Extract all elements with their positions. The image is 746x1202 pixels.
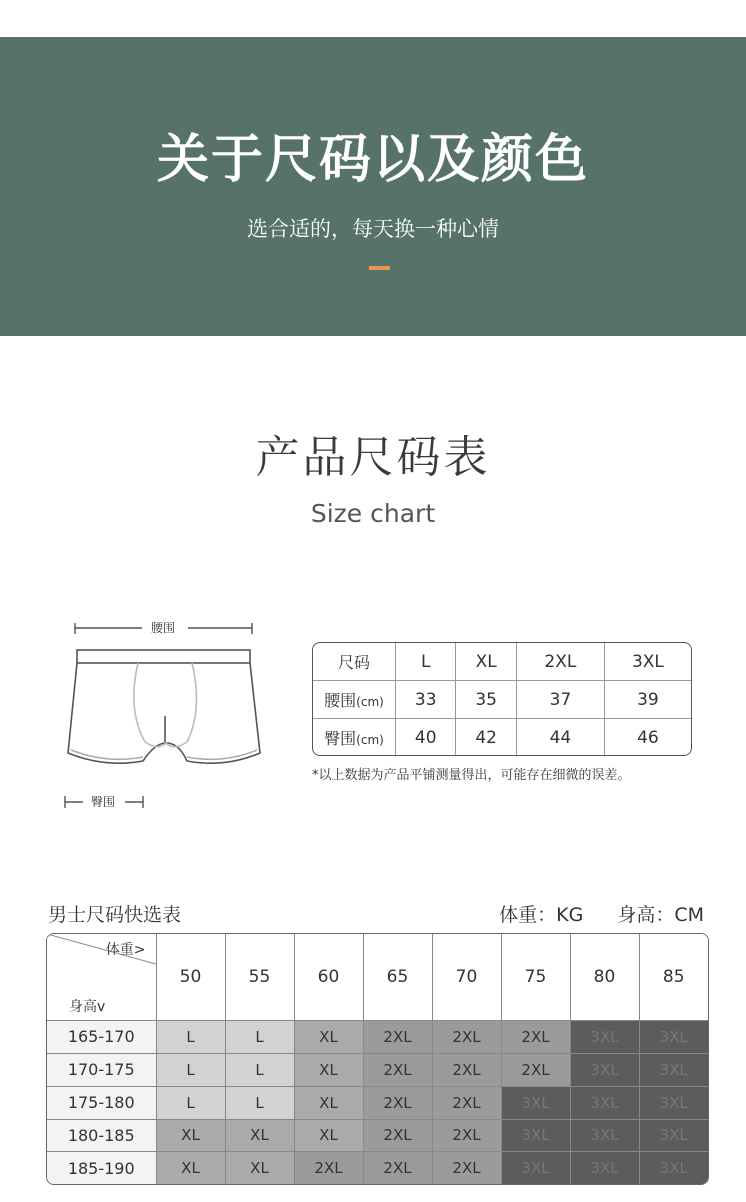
- banner-title: 关于尺码以及颜色: [156, 130, 589, 190]
- size-cell: 2XL: [501, 1020, 570, 1053]
- height-cell: 180-185: [47, 1119, 156, 1152]
- table-cell: 33: [396, 681, 456, 719]
- weight-header-cell: 85: [639, 934, 708, 1020]
- size-chart-table: [312, 642, 692, 756]
- size-cell: 2XL: [363, 1053, 432, 1086]
- table-cell: 42: [456, 719, 516, 757]
- size-cell: L: [225, 1053, 294, 1086]
- briefs-outline-icon: [68, 650, 260, 763]
- size-cell: 2XL: [432, 1152, 501, 1184]
- size-cell: 3XL: [639, 1119, 708, 1152]
- size-cell: 3XL: [570, 1020, 639, 1053]
- height-cell: 165-170: [47, 1020, 156, 1053]
- size-cell: 3XL: [501, 1119, 570, 1152]
- height-cell: 185-190: [47, 1152, 156, 1184]
- waist-label: 腰围: [151, 621, 176, 635]
- size-cell: 2XL: [432, 1086, 501, 1119]
- size-cell: 2XL: [363, 1020, 432, 1053]
- size-cell: 3XL: [570, 1086, 639, 1119]
- weight-header-cell: 75: [501, 934, 570, 1020]
- table-header-row: [313, 643, 691, 681]
- size-cell: 2XL: [501, 1053, 570, 1086]
- size-cell: 3XL: [639, 1053, 708, 1086]
- size-cell: 2XL: [432, 1020, 501, 1053]
- size-cell: L: [156, 1053, 225, 1086]
- table-cell: 35: [456, 681, 516, 719]
- size-cell: XL: [294, 1119, 363, 1152]
- size-cell: 3XL: [639, 1020, 708, 1053]
- header-cell: L: [396, 643, 456, 681]
- table-row: [313, 719, 691, 757]
- accent-dash: [369, 266, 390, 270]
- row-label: [313, 681, 396, 719]
- weight-header-cell: 65: [363, 934, 432, 1020]
- size-cell: 2XL: [432, 1119, 501, 1152]
- weight-header-row: [47, 934, 708, 1020]
- size-cell: 2XL: [363, 1119, 432, 1152]
- size-cell: 2XL: [363, 1152, 432, 1184]
- size-cell: 3XL: [639, 1152, 708, 1184]
- weight-header-cell: 70: [432, 934, 501, 1020]
- size-cell: XL: [294, 1053, 363, 1086]
- unit-text: (cm): [356, 695, 384, 709]
- size-cell: XL: [156, 1119, 225, 1152]
- size-cell: XL: [225, 1152, 294, 1184]
- corner-weight-label: 体重>: [105, 942, 146, 958]
- size-cell: 2XL: [432, 1053, 501, 1086]
- corner-cell: [47, 934, 156, 1020]
- table-row: [47, 1020, 708, 1053]
- weight-header-cell: 60: [294, 934, 363, 1020]
- size-cell: L: [225, 1086, 294, 1119]
- size-cell: 2XL: [294, 1152, 363, 1184]
- quick-select-table: [46, 933, 709, 1185]
- weight-unit: 体重：KG: [499, 904, 584, 926]
- table-cell: 37: [516, 681, 604, 719]
- header-cell: 3XL: [604, 643, 691, 681]
- size-cell: L: [156, 1086, 225, 1119]
- size-cell: XL: [225, 1119, 294, 1152]
- unit-text: (cm): [356, 733, 384, 747]
- height-cell: 170-175: [47, 1053, 156, 1086]
- row-label-text: 腰围: [324, 691, 357, 710]
- corner-height-label: 身高v: [69, 998, 106, 1015]
- table-cell: 44: [516, 719, 604, 757]
- table-row: [47, 1086, 708, 1119]
- table-cell: 46: [604, 719, 691, 757]
- section-subtitle: Size chart: [310, 499, 436, 528]
- quick-select-title: 男士尺码快选表: [48, 904, 182, 926]
- header-cell: 2XL: [516, 643, 604, 681]
- measurement-note: *以上数据为产品平铺测量得出，可能存在细微的误差。: [312, 768, 631, 783]
- unit-legend: [499, 900, 704, 927]
- row-label-text: 臀围: [324, 729, 357, 748]
- table-cell: 40: [396, 719, 456, 757]
- header-cell: 尺码: [313, 643, 396, 681]
- size-cell: 3XL: [501, 1086, 570, 1119]
- size-cell: 3XL: [570, 1152, 639, 1184]
- size-cell: 3XL: [639, 1086, 708, 1119]
- weight-header-cell: 50: [156, 934, 225, 1020]
- size-cell: L: [156, 1020, 225, 1053]
- hip-label: 臀围: [91, 795, 116, 809]
- size-cell: XL: [294, 1020, 363, 1053]
- section-title: 产品尺码表: [255, 432, 491, 483]
- table-cell: 39: [604, 681, 691, 719]
- size-cell: 2XL: [363, 1086, 432, 1119]
- row-label: [313, 719, 396, 757]
- size-cell: XL: [156, 1152, 225, 1184]
- banner-subtitle: 选合适的，每天换一种心情: [247, 217, 499, 241]
- table-row: [47, 1119, 708, 1152]
- table-row: [47, 1152, 708, 1184]
- size-cell: L: [225, 1020, 294, 1053]
- size-cell: XL: [294, 1086, 363, 1119]
- size-cell: 3XL: [501, 1152, 570, 1184]
- header-cell: XL: [456, 643, 516, 681]
- weight-header-cell: 55: [225, 934, 294, 1020]
- height-unit: 身高：CM: [617, 904, 704, 926]
- height-cell: 175-180: [47, 1086, 156, 1119]
- table-row: [47, 1053, 708, 1086]
- table-row: [313, 681, 691, 719]
- size-cell: 3XL: [570, 1053, 639, 1086]
- briefs-diagram: [55, 610, 275, 820]
- weight-header-cell: 80: [570, 934, 639, 1020]
- size-cell: 3XL: [570, 1119, 639, 1152]
